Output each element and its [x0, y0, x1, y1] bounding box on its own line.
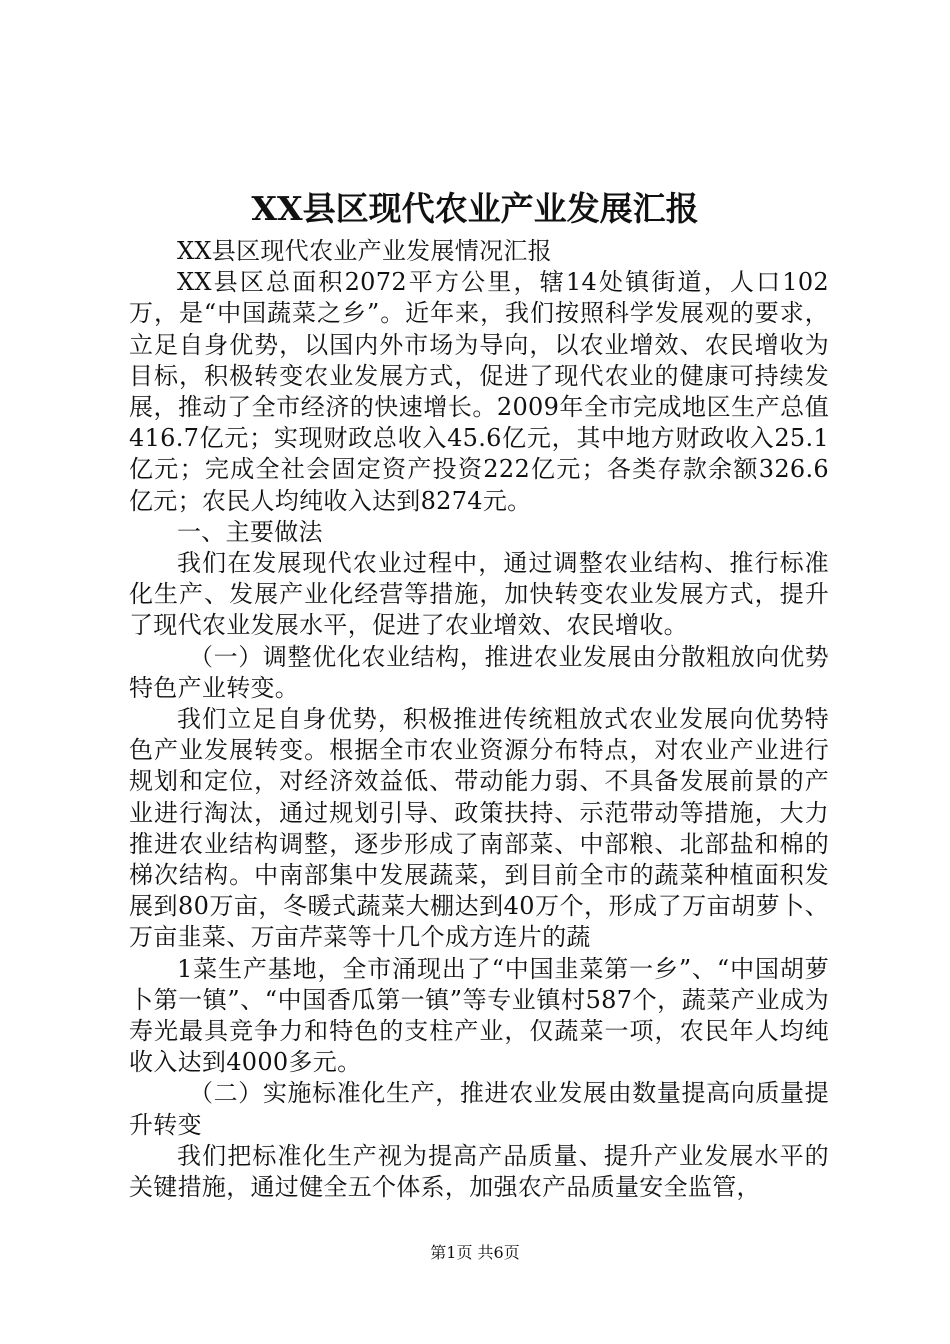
paragraph-structure-adjustment: 我们立足自身优势，积极推进传统粗放式农业发展向优势特色产业发展转变。根据全市农业资源分布特点，对农业产业进行规划和定位，对经济效益低、带动能力弱、不具备发展前景的产业进行淘汰，通过规划引导、政策扶持、示范带动等措施，大力推进农业结构调整，逐步形成了南部菜、中部粮、北部盐和棉的梯次结构。中南部集中发展蔬菜，到目前全市的蔬菜种植面积发展到80万亩，冬暖式蔬菜大棚达到40万个，形成了万亩胡萝卜、万亩韭菜、万亩芹菜等十几个成方连片的蔬 [129, 705, 829, 952]
paragraph-measures-intro: 我们在发展现代农业过程中，通过调整农业结构、推行标准化生产、发展产业化经营等措施，加快转变农业发展方式，提升了现代农业发展水平，促进了农业增效、农民增收。 [129, 549, 829, 640]
subsection-heading-2: （二）实施标准化生产，推进农业发展由数量提高向质量提升转变 [129, 1079, 829, 1139]
subsection-heading-1: （一）调整优化农业结构，推进农业发展由分散粗放向优势特色产业转变。 [129, 642, 829, 702]
page-footer: 第1页 共6页 [430, 1243, 520, 1262]
document-body [129, 236, 829, 1203]
paragraph-overview: XX县区总面积2072平方公里，辖14处镇街道，人口102万，是“中国蔬菜之乡”。近年来，我们按照科学发展观的要求，立足自身优势，以国内外市场为导向，以农业增效、农民增收为目标，积极转变农业发展方式，促进了现代农业的健康可持续发展，推动了全市经济的快速增长。2009年全市完成地区生产总值416.7亿元；实现财政总收入45.6亿元，其中地方财政收入25.1亿元；完成全社会固定资产投资222亿元；各类存款余额326.6亿元；农民人均纯收入达到8274元。 [129, 268, 829, 515]
paragraph-subtitle: XX县区现代农业产业发展情况汇报 [177, 237, 552, 265]
paragraph-vegetable-bases: 1菜生产基地，全市涌现出了“中国韭菜第一乡”、“中国胡萝卜第一镇”、“中国香瓜第一镇”等专业镇村587个，蔬菜产业成为寿光最具竞争力和特色的支柱产业，仅蔬菜一项，农民年人均纯收入达到4000多元。 [129, 954, 829, 1077]
section-heading-main-measures: 一、主要做法 [177, 517, 323, 546]
document-title: XX县区现代农业产业发展汇报 [251, 189, 699, 228]
paragraph-standardization: 我们把标准化生产视为提高产品质量、提升产业发展水平的关键措施，通过健全五个体系，加强农产品质量安全监管， [129, 1141, 829, 1202]
